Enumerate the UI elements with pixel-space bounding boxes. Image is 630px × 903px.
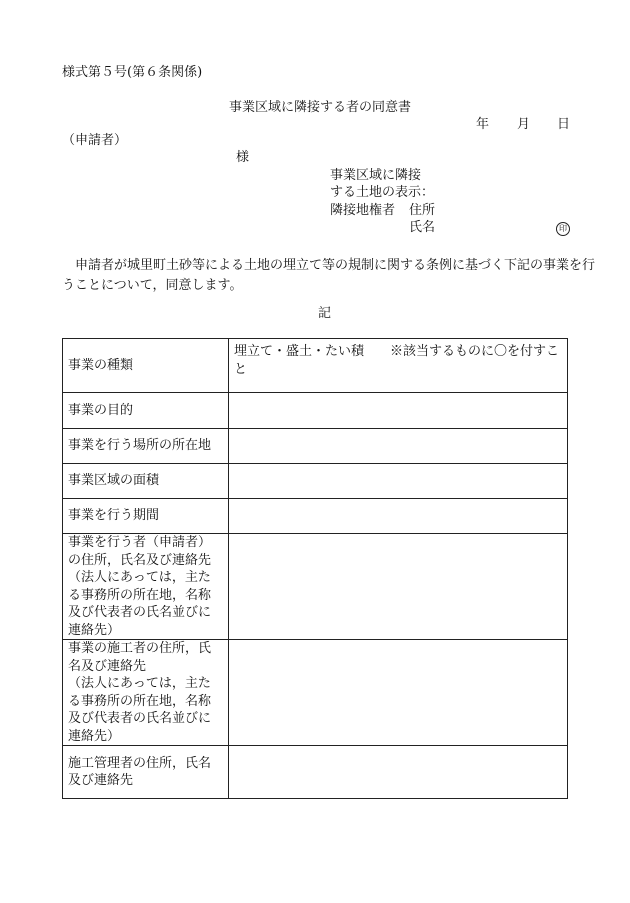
row-label: 事業の施工者の住所，氏名及び連絡先 （法人にあっては，主たる事務所の所在地，名称及び代表者の氏名並びに連絡先） — [63, 640, 229, 746]
business-details-table — [62, 338, 568, 799]
row-label: 事業を行う者（申請者）の住所，氏名及び連絡先 （法人にあっては，主たる事務所の所在地，名称及び代表者の氏名並びに連絡先） — [63, 534, 229, 640]
table-row — [63, 393, 568, 429]
date-month-label: 月 — [517, 117, 531, 132]
row-value-area[interactable] — [229, 464, 568, 499]
ki-heading: 記 — [318, 306, 332, 321]
row-value-location[interactable] — [229, 429, 568, 464]
row-label: 事業の種類 — [63, 339, 229, 393]
table-row — [63, 746, 568, 799]
date-year-label: 年 — [476, 117, 490, 132]
row-label: 事業を行う期間 — [63, 499, 229, 534]
row-label: 施工管理者の住所，氏名及び連絡先 — [63, 746, 229, 799]
consent-statement: 申請者が城里町土砂等による土地の埋立て等の規制に関する条例に基づく下記の事業を行うことについて，同意します。 — [62, 258, 596, 293]
row-value-purpose[interactable] — [229, 393, 568, 429]
owner-label: 隣接地権者 — [330, 203, 396, 218]
honorific-sama: 様 — [236, 150, 250, 165]
table-row — [63, 640, 568, 746]
table-row — [63, 339, 568, 393]
land-label-line2: する土地の表示： — [330, 185, 435, 200]
row-value-business-type[interactable]: 埋立て・盛土・たい積 ※該当するものに〇を付すこと — [229, 339, 568, 393]
document-title: 事業区域に隣接する者の同意書 — [229, 100, 412, 115]
row-value-contractor-info[interactable] — [229, 640, 568, 746]
seal-mark — [556, 221, 570, 236]
table-row — [63, 429, 568, 464]
row-label: 事業の目的 — [63, 393, 229, 429]
land-label-line1: 事業区域に隣接 — [330, 168, 422, 183]
table-row — [63, 534, 568, 640]
form-number: 様式第５号(第６条関係) — [62, 65, 203, 80]
owner-name-label: 氏名 — [409, 220, 436, 235]
row-label: 事業を行う場所の所在地 — [63, 429, 229, 464]
row-value-applicant-info[interactable] — [229, 534, 568, 640]
row-label: 事業区域の面積 — [63, 464, 229, 499]
date-day-label: 日 — [557, 117, 571, 132]
table-row — [63, 464, 568, 499]
owner-address-label: 住所 — [409, 203, 436, 218]
applicant-label: （申請者） — [62, 133, 128, 148]
table-row — [63, 499, 568, 534]
row-value-manager-info[interactable] — [229, 746, 568, 799]
seal-icon: 印 — [556, 222, 570, 236]
row-value-period[interactable] — [229, 499, 568, 534]
